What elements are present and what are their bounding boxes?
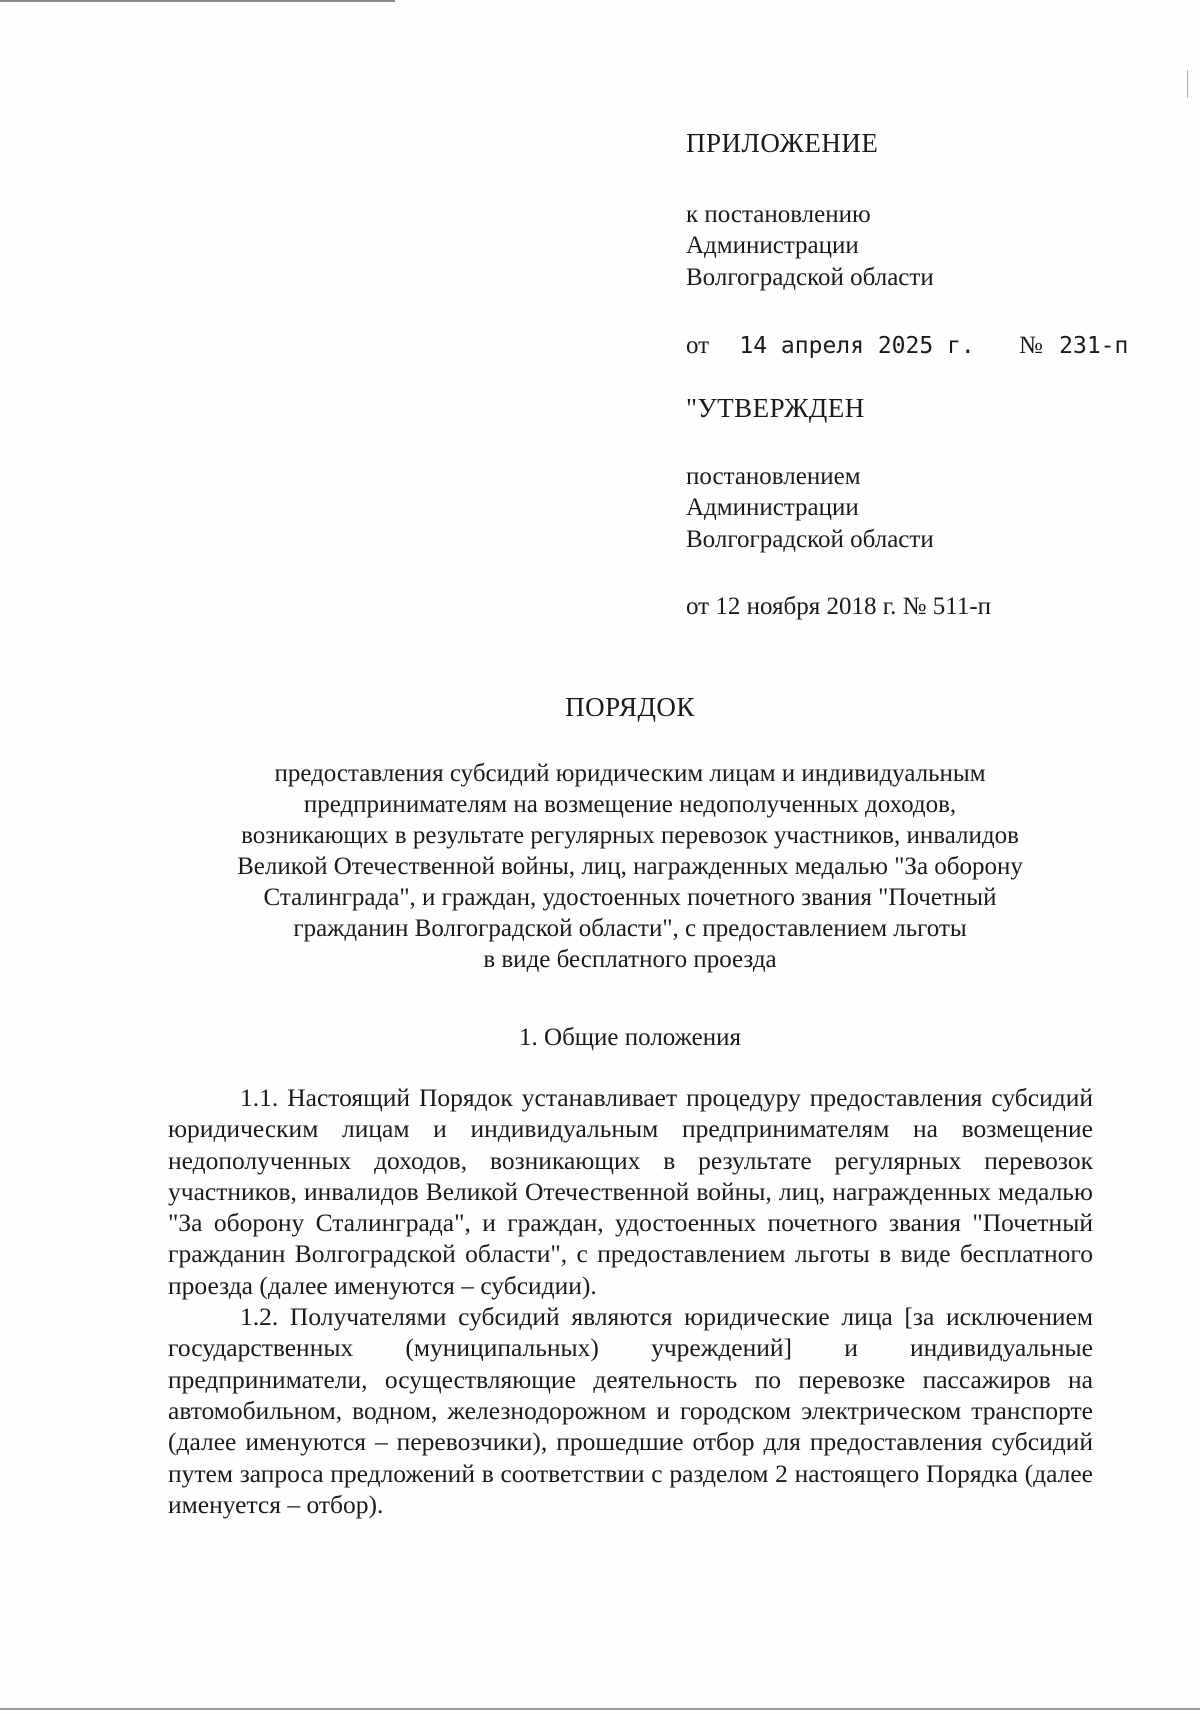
appendix-number: 231-п [1059,333,1129,359]
subtitle-line: предпринимателям на возмещение недополученных доходов, [303,791,957,818]
subtitle-line: гражданин Волгоградской области", с предоставлением льготы [293,915,967,942]
scan-mark-right [1187,70,1188,98]
scan-edge-top [0,0,395,2]
subtitle-line: Сталинграда", и граждан, удостоенных почетного звания "Почетный [263,884,997,911]
section-title: 1. Общие положения [519,1024,741,1051]
approved-date-line: от 12 ноября 2018 г. № 511-п [686,593,992,620]
document-heading: ПОРЯДОК [565,692,695,722]
appendix-date-line [686,330,1128,362]
approved-line-2: Администрации [686,494,859,521]
paragraph-1-1: 1.1. Настоящий Порядок устанавливает процедуру предоставления субсидий юридическим лицам и индивидуальным предпринимателям на возмещение недополученных доходов, возникающих в результате регулярных перевозок участников, инвалидов Великой Отечественной войны, лиц, награжденных медалью "За оборону Сталинграда", и граждан, удостоенных почетного звания "Почетный гражданин Волгоградской области", с предоставлением льготы в виде бесплатного проезда (далее именуются – субсидии). [168,1083,1093,1300]
appendix-line-2: Администрации [686,232,859,259]
appendix-title: ПРИЛОЖЕНИЕ [686,128,879,158]
approved-line-1: постановлением [686,463,861,490]
appendix-date: 14 апреля 2025 г. [739,333,975,359]
subtitle-line: в виде бесплатного проезда [483,946,777,973]
approved-title: "УТВЕРЖДЕН [686,393,865,423]
appendix-line-3: Волгоградской области [686,264,934,291]
date-prefix: от [686,332,710,359]
paragraph-1-2: 1.2. Получателями субсидий являются юридические лица [за исключением государственных (муниципальных) учреждений] и индивидуальные предприниматели, осуществляющие деятельность по перевозке пассажиров на автомобильном, водном, железнодорожном и городском электрическом транспорте (далее именуются – перевозчики), прошедшие отбор для предоставления субсидий путем запроса предложений в соответствии с разделом 2 настоящего Порядка (далее именуется – отбор). [168,1302,1093,1519]
document-subtitle [150,758,1110,975]
document-body [168,1082,1093,1520]
subtitle-line: предоставления субсидий юридическим лицам и индивидуальным [274,760,986,787]
scan-edge-bottom [0,1708,1200,1710]
approved-line-3: Волгоградской области [686,526,934,553]
subtitle-line: Великой Отечественной войны, лиц, награжденных медалью "За оборону [237,853,1023,880]
appendix-line-1: к постановлению [686,201,871,228]
subtitle-line: возникающих в результате регулярных перевозок участников, инвалидов [241,822,1019,849]
number-prefix: № [1019,332,1043,359]
